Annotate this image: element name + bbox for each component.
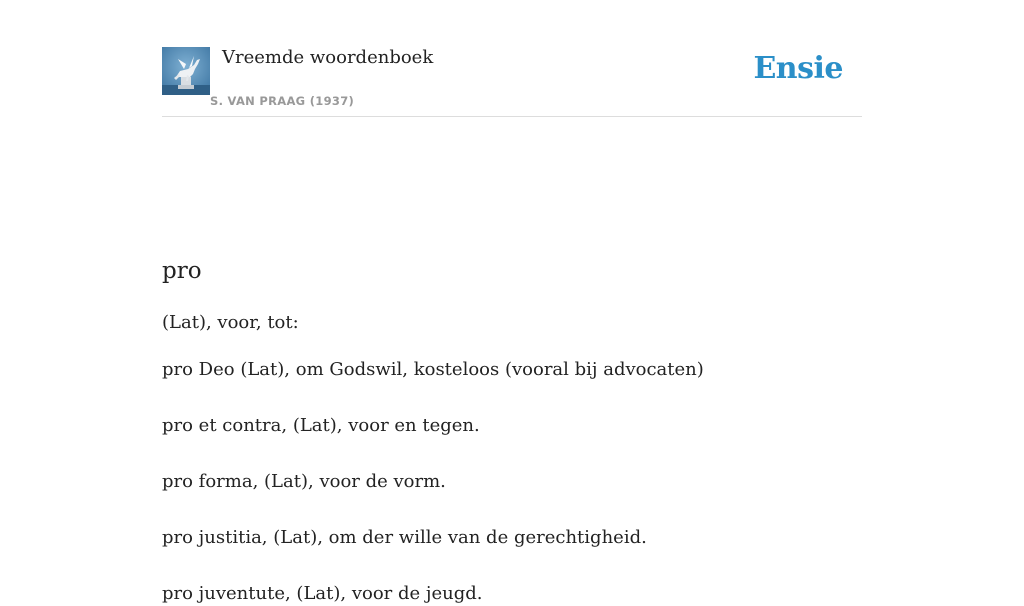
entry-phrase: pro justitia, (Lat), om der wille van de gerechtigheid. bbox=[162, 527, 647, 548]
book-header bbox=[162, 0, 862, 117]
entry-phrase: pro juventute, (Lat), voor de jeugd. bbox=[162, 583, 483, 604]
pegasus-statue-icon bbox=[162, 47, 210, 95]
entry-headword: pro bbox=[162, 258, 202, 284]
book-title-link[interactable]: Vreemde woordenboek bbox=[222, 47, 434, 68]
ensie-logo-link[interactable]: Ensie bbox=[753, 51, 843, 86]
book-author: S. VAN PRAAG (1937) bbox=[210, 94, 355, 108]
book-avatar[interactable] bbox=[162, 47, 210, 95]
entry-definition: (Lat), voor, tot: bbox=[162, 312, 299, 333]
entry-phrase: pro Deo (Lat), om Godswil, kosteloos (vooral bij advocaten) bbox=[162, 359, 704, 380]
page-container bbox=[162, 0, 862, 604]
entry-phrase: pro forma, (Lat), voor de vorm. bbox=[162, 471, 446, 492]
entry-phrase: pro et contra, (Lat), voor en tegen. bbox=[162, 415, 480, 436]
